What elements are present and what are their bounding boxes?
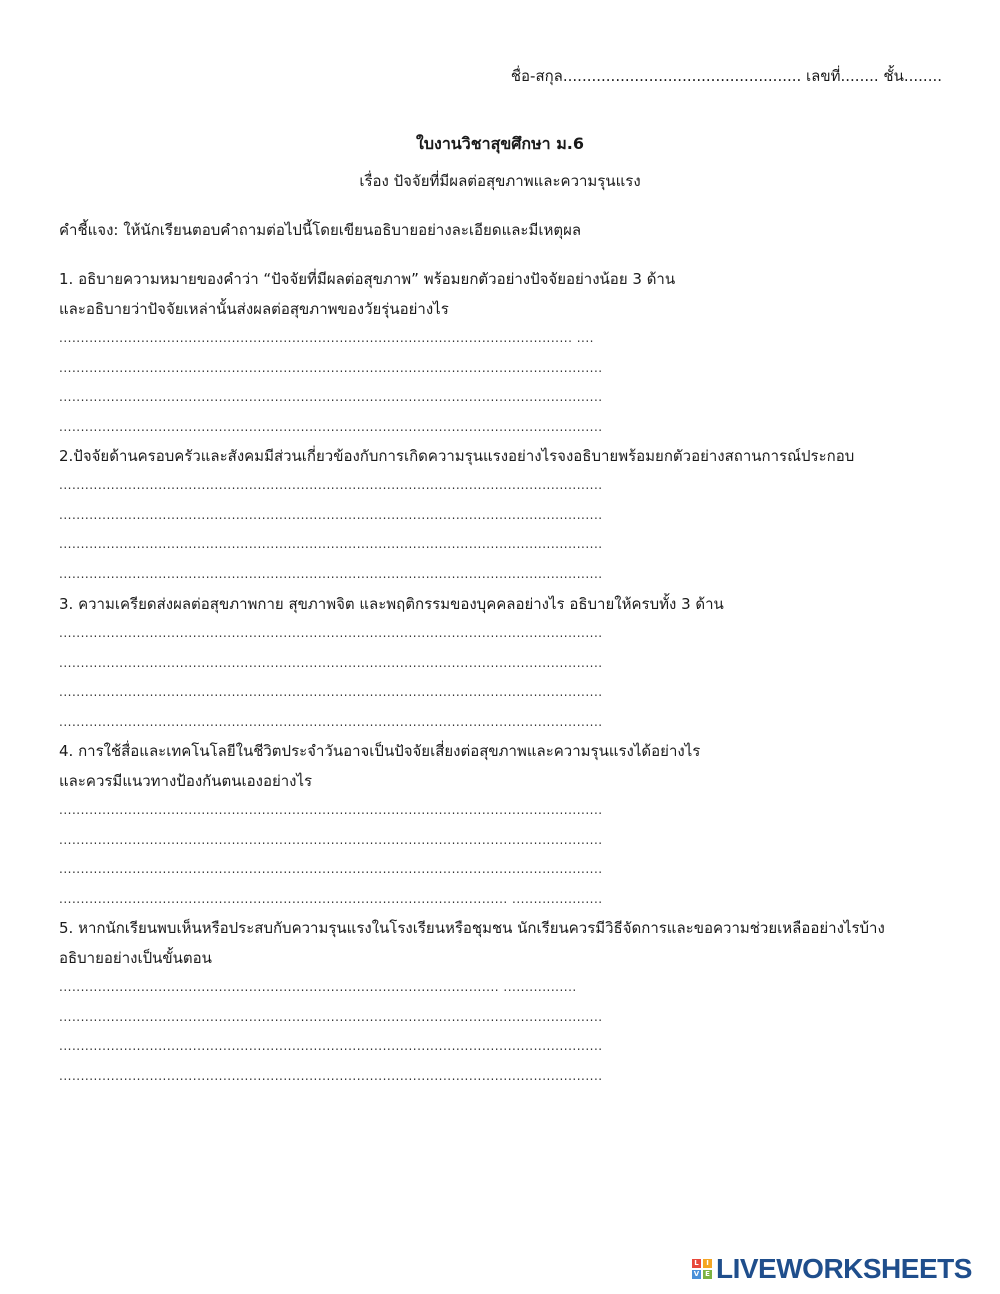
answer-line[interactable]: .............................................................................................................................. [59, 1068, 603, 1083]
answer-line[interactable]: ...................................................................................................... ................. [59, 980, 577, 994]
worksheet-title: ใบงานวิชาสุขศึกษา ม.6 [416, 134, 584, 153]
answer-line[interactable]: .............................................................................................................................. [59, 714, 603, 729]
answer-line[interactable]: .............................................................................................................................. [59, 685, 603, 699]
answer-line[interactable]: ........................................................................................................ ..................... [59, 891, 603, 906]
question-text: 1. อธิบายความหมายของคำว่า “ปัจจัยที่มีผลต่อสุขภาพ” พร้อมยกตัวอย่างปัจจัยอย่างน้อย 3 ด้าน [59, 270, 676, 288]
answer-line[interactable]: .............................................................................................................................. [59, 566, 603, 581]
logo-square: V [693, 1270, 700, 1278]
logo-text: LIVEWORKSHEETS [716, 1253, 972, 1284]
answer-line[interactable]: ....................................................................................................................... .... [59, 331, 594, 345]
question-4 [59, 736, 949, 914]
answer-line[interactable]: .............................................................................................................................. [59, 360, 603, 375]
question-text: อธิบายอย่างเป็นขั้นตอน [59, 949, 212, 967]
answer-line[interactable]: .............................................................................................................................. [59, 419, 603, 434]
student-info-line: ชื่อ-สกุล.................................................. เลขที่........ ชั้น........ [510, 67, 942, 85]
question-text: 3. ความเครียดส่งผลต่อสุขภาพกาย สุขภาพจิต และพฤติกรรมของบุคคลอย่างไร อธิบายให้ครบทั้ง 3 ด้าน [59, 595, 724, 613]
instructions-text: คำชี้แจง: ให้นักเรียนตอบคำถามต่อไปนี้โดยเขียนอธิบายอย่างละเอียดและมีเหตุผล [59, 221, 582, 239]
answer-line[interactable]: .............................................................................................................................. [59, 1009, 603, 1024]
question-1 [59, 264, 949, 442]
answer-line[interactable]: .............................................................................................................................. [59, 537, 603, 551]
answer-line[interactable]: .............................................................................................................................. [59, 390, 603, 404]
answer-line[interactable]: .............................................................................................................................. [59, 478, 603, 492]
answer-line[interactable]: .............................................................................................................................. [59, 862, 603, 876]
answer-line[interactable]: .............................................................................................................................. [59, 507, 603, 522]
answer-line[interactable]: .............................................................................................................................. [59, 832, 603, 847]
worksheet-subtitle: เรื่อง ปัจจัยที่มีผลต่อสุขภาพและความรุนแรง [359, 172, 641, 190]
answer-line[interactable]: .............................................................................................................................. [59, 803, 603, 817]
question-text: 2.ปัจจัยด้านครอบครัวและสังคมมีส่วนเกี่ยวข้องกับการเกิดความรุนแรงอย่างไรจงอธิบายพร้อมยกตัวอย่างสถานการณ์ประกอบ [59, 447, 855, 465]
question-2 [59, 441, 949, 589]
question-text: และควรมีแนวทางป้องกันตนเองอย่างไร [59, 772, 313, 790]
question-text: 4. การใช้สื่อและเทคโนโลยีในชีวิตประจำวันอาจเป็นปัจจัยเสี่ยงต่อสุขภาพและความรุนแรงได้อย่างไร [59, 742, 701, 760]
liveworksheets-logo [692, 1254, 972, 1284]
logo-mark-icon [692, 1259, 712, 1279]
logo-square: I [703, 1259, 712, 1268]
logo-square: L [692, 1259, 701, 1268]
answer-line[interactable]: .............................................................................................................................. [59, 655, 603, 670]
question-text: 5. หากนักเรียนพบเห็นหรือประสบกับความรุนแรงในโรงเรียนหรือชุมชน นักเรียนควรมีวิธีจัดการและขอความช่วยเหลืออย่างไรบ้าง [59, 919, 885, 937]
question-text: และอธิบายว่าปัจจัยเหล่านั้นส่งผลต่อสุขภาพของวัยรุ่นอย่างไร [59, 300, 449, 318]
logo-square: E [703, 1270, 712, 1279]
answer-line[interactable]: .............................................................................................................................. [59, 1039, 603, 1053]
question-5 [59, 913, 949, 1091]
question-3 [59, 589, 949, 737]
answer-line[interactable]: .............................................................................................................................. [59, 626, 603, 640]
